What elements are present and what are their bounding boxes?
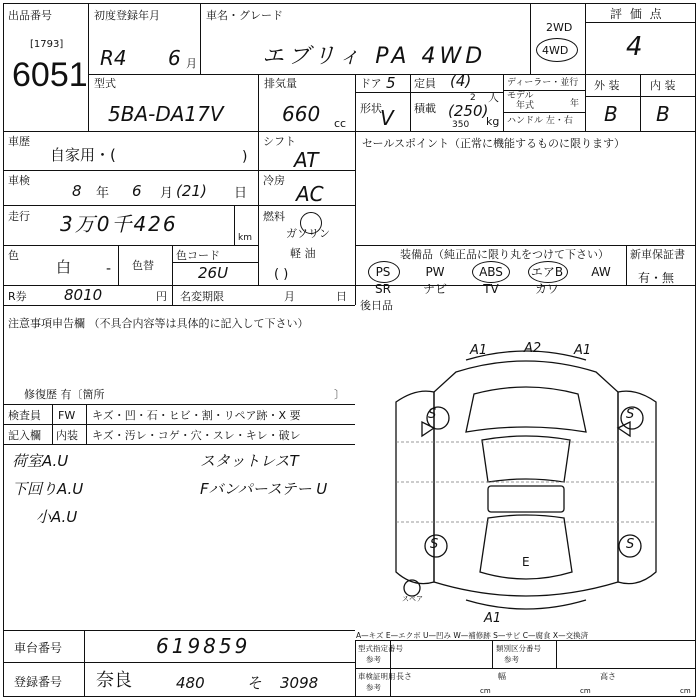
ac-label: 冷房 [263, 174, 285, 187]
inspection-month-unit: 月 [160, 186, 174, 201]
inspection-day-unit: 日 [234, 186, 248, 201]
category-ref: 参考 [504, 655, 519, 664]
notes-label: 注意事項申告欄 （不具合内容等は具体的に記入して下さい） [8, 317, 309, 330]
fuel-diesel: 軽 油 [290, 247, 316, 260]
kg-unit: kg [486, 115, 500, 128]
name-change-month: 月 [284, 290, 295, 303]
remark-left-3: 小A.U [36, 508, 78, 526]
mileage-value: 3万0千426 [60, 212, 178, 236]
first-reg-month-unit: 月 [186, 57, 197, 70]
inspector-label1: 検査員 [8, 409, 41, 422]
cert-ref: 参考 [366, 683, 381, 692]
designated-ref: 参考 [366, 655, 381, 664]
history-close: ) [242, 149, 248, 165]
color-value: 白 [56, 258, 72, 276]
damage-legend: A—キズ E—エクボ U—凹み W—補修跡 S—サビ C—腐食 X—交換済 [356, 631, 589, 640]
equip-airbag-circle [528, 261, 568, 283]
equip-abs-circle [472, 261, 510, 283]
color-code: 26U [198, 264, 229, 282]
chassis-value: 619859 [156, 634, 251, 658]
inspector-fw-items: キズ・凹・石・ヒビ・割・リペア跡・X 要 [92, 409, 301, 422]
mark-wheel-fr: S [626, 407, 635, 422]
spare-label: スペア [402, 595, 423, 603]
new-warranty-value: 有・無 [638, 271, 675, 285]
plate-number: 3098 [280, 674, 319, 692]
mark-wheel-fl: S [428, 407, 437, 422]
first-reg-label: 初度登録年月 [94, 9, 160, 22]
drive-2wd: 2WD [546, 21, 573, 34]
equip-navi: ナビ [422, 282, 447, 296]
capacity-value: (4) [450, 72, 472, 90]
color-dash: - [106, 261, 112, 277]
equipment-label: 装備品（純正品に限り丸をつけて下さい） [400, 248, 609, 261]
after-items-label: 後日品 [360, 299, 393, 312]
load-label: 積載 [414, 102, 436, 115]
height-unit: cm [680, 687, 691, 695]
score-label: 評 価 点 [610, 7, 664, 21]
remark-right-2: Fバンパーステー U [200, 480, 328, 498]
mark-rear-bumper: A1 [484, 611, 502, 626]
equip-pw: PW [425, 265, 445, 279]
inspector-int-label: 内装 [56, 429, 78, 442]
repair-label: 修復歴 有〔箇所 [24, 388, 105, 401]
history-value: 自家用・( [50, 146, 116, 164]
plate-label: 登録番号 [14, 675, 63, 689]
recycle-unit: 円 [156, 290, 167, 303]
chassis-label: 車台番号 [14, 641, 63, 655]
person-unit: 人 [488, 91, 499, 104]
ac-value: AC [296, 182, 324, 206]
designated-label: 型式指定番号 [358, 644, 403, 653]
lot-sub: [1793] [30, 39, 64, 50]
new-warranty-label: 新車保証書 [630, 248, 685, 261]
color-label: 色 [8, 249, 19, 262]
history-label: 車歴 [8, 135, 30, 148]
mark-wheel-rl: S [430, 537, 439, 552]
inspector-fw-label: FW [58, 409, 76, 422]
plate-kana: そ [248, 674, 264, 692]
door-label: ドア [360, 77, 382, 90]
score-value: 4 [626, 32, 643, 62]
disp-label: 排気量 [264, 77, 297, 90]
mileage-unit: km [238, 233, 252, 243]
mark-wheel-rr: S [626, 537, 635, 552]
capacity-label: 定員 [414, 77, 436, 90]
interior-grade: B [656, 102, 670, 126]
equip-ps-circle [368, 261, 400, 283]
color-code-label: 色コード [176, 249, 220, 262]
model-label: 型式 [94, 77, 116, 90]
car-name-label: 車名・グレード [206, 9, 283, 22]
drive-4wd: 4WD [542, 44, 569, 57]
model-year-label: モデル [507, 91, 534, 101]
remark-left-1: 荷室A.U [12, 452, 69, 470]
model-year-label2: 年式 [516, 101, 535, 111]
first-reg-year: R4 [100, 46, 127, 70]
equip-airbag: エアB [530, 265, 564, 279]
plate-class: 480 [176, 674, 205, 692]
equip-tv: TV [483, 282, 499, 296]
shape-label: 形状 [360, 102, 382, 115]
recycle-value: 8010 [64, 286, 103, 304]
exterior-grade: B [604, 102, 618, 126]
lot-number: 6051 [12, 56, 88, 94]
lot-label: 出品番号 [8, 9, 52, 22]
dealer-label: ディーラー・並行 [507, 78, 579, 88]
length-unit: cm [480, 687, 491, 695]
repair-close: 〕 [334, 388, 345, 401]
equip-abs: ABS [479, 265, 503, 279]
name-change-day: 日 [336, 290, 347, 303]
interior-label: 内 装 [650, 79, 676, 92]
shift-value: AT [294, 148, 319, 172]
mileage-label: 走行 [8, 210, 30, 223]
cert-label: 車検証明用 [358, 672, 396, 681]
remark-right-1: スタットレスT [200, 452, 299, 470]
shape-value: V [380, 106, 394, 130]
disp-value: 660 [282, 102, 321, 126]
color-change-label: 色替 [132, 259, 154, 272]
inspection-day: (21) [176, 182, 207, 200]
height-label: 高さ [600, 672, 616, 681]
fuel-label: 燃料 [263, 210, 285, 223]
fuel-gas: ガソリン [286, 227, 330, 240]
sales-point-label: セールスポイント（正常に機能するものに限ります） [362, 137, 626, 150]
width-unit: cm [580, 687, 591, 695]
shift-label: シフト [263, 135, 296, 148]
equip-ps: PS [375, 265, 391, 279]
inspection-month: 6 [132, 182, 142, 200]
load-value: (250) [448, 102, 489, 120]
equip-sr: SR [375, 282, 391, 296]
width-label: 幅 [498, 672, 506, 681]
car-diagram [356, 332, 696, 632]
mark-front-left: A1 [470, 343, 488, 358]
category-label: 類別区分番号 [496, 644, 541, 653]
door-value: 5 [386, 74, 396, 92]
name-change-label: 名変期限 [180, 290, 224, 303]
remark-left-2: 下回りA.U [12, 480, 84, 498]
plate-region: 奈良 [96, 670, 132, 691]
inspector-int-items: キズ・汚レ・コゲ・穴・スレ・キレ・破レ [92, 429, 301, 442]
inspection-label: 車検 [8, 174, 30, 187]
recycle-label: R券 [8, 290, 27, 303]
year-unit: 年 [570, 99, 580, 109]
exterior-label: 外 装 [594, 79, 620, 92]
inspector-label2: 記入欄 [8, 429, 41, 442]
mark-front-right: A1 [574, 343, 592, 358]
equip-aw: AW [591, 265, 611, 279]
handle-label: ハンドル 左・右 [507, 116, 573, 126]
car-name: エブリィ PA 4WD [262, 44, 487, 69]
length-label: 長さ [396, 672, 412, 681]
inspection-year-unit: 年 [96, 186, 110, 201]
mark-rear-e: E [522, 555, 530, 569]
first-reg-month: 6 [168, 46, 181, 70]
inspection-year: 8 [72, 182, 82, 200]
capacity-sub: 2 [470, 93, 476, 103]
equip-leather: カワ [534, 282, 559, 296]
disp-unit: cc [334, 117, 347, 130]
load-sub: 350 [452, 120, 470, 130]
fuel-paren: ( ) [274, 267, 289, 282]
mark-front-center: A2 [524, 341, 542, 356]
model-value: 5BA-DA17V [108, 102, 224, 126]
